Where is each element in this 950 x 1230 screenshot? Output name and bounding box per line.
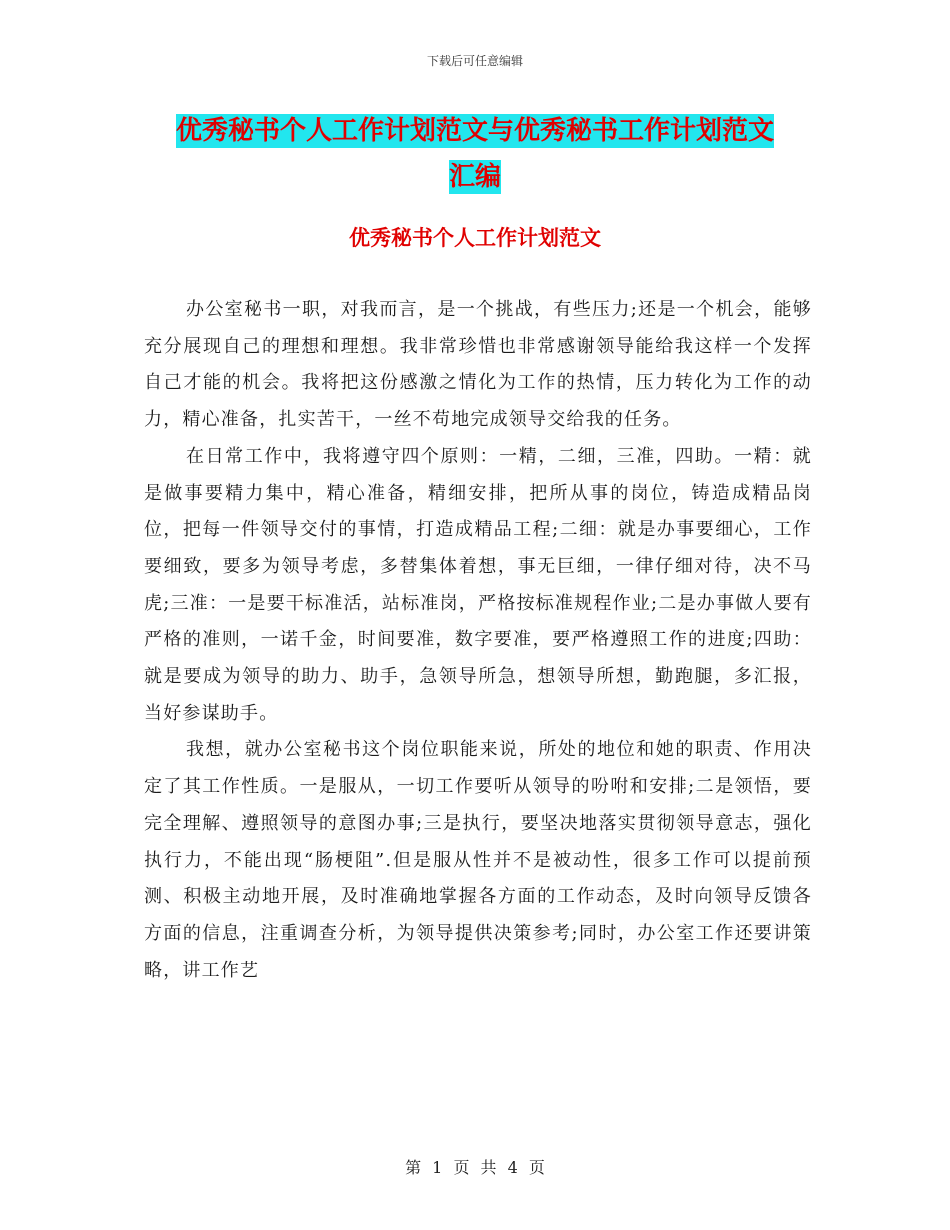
document-title-line-2: 汇编 — [448, 162, 501, 192]
paragraph: 在日常工作中，我将遵守四个原则：一精，二细，三准，四助。一精：就是做事要精力集中，精心准备，精细安排，把所从事的岗位，铸造成精品岗位，把每一件领导交付的事情，打造成精品工程;二细：就是办事要细心，工作要细致，要多为领导考虑，多替集体着想，事无巨细，一律仔细对待，决不马虎;三准：一是要干标准活，站标准岗，严格按标准规程作业;二是办事做人要有严格的准则，一诺千金，时间要准，数字要准，要严格遵照工作的进度;四助：就是要成为领导的助力、助手，急领导所急，想领导所想，勤跑腿，多汇报，当好参谋助手。 — [144, 445, 812, 724]
paragraph: 我想，就办公室秘书这个岗位职能来说，所处的地位和她的职责、作用决定了其工作性质。一是服从，一切工作要听从领导的吩咐和安排;二是领悟，要完全理解、遵照领导的意图办事;三是执行，要坚决地落实贯彻领导意志，强化执行力，不能出现“肠梗阻”.但是服从性并不是被动性，很多工作可以提前预测、积极主动地开展，及时准确地掌握各方面的工作动态，及时向领导反馈各方面的信息，注重调查分析，为领导提供决策参考;同时，办公室工作还要讲策略，讲工作艺 — [144, 739, 812, 981]
document-body — [144, 292, 812, 989]
page-footer: 第 1 页 共 4 页 — [405, 1158, 545, 1177]
document-title — [0, 108, 950, 200]
document-title-line-1: 优秀秘书个人工作计划范文与优秀秘书工作计划范文 — [175, 116, 774, 146]
paragraph: 办公室秘书一职，对我而言，是一个挑战，有些压力;还是一个机会，能够充分展现自己的理想和理想。我非常珍惜也非常感谢领导能给我这样一个发挥自己才能的机会。我将把这份感激之情化为工作的热情，压力转化为工作的动力，精心准备，扎实苦干，一丝不苟地完成领导交给我的任务。 — [144, 299, 812, 431]
header-note: 下载后可任意编辑 — [426, 54, 523, 68]
section-title: 优秀秘书个人工作计划范文 — [349, 226, 601, 250]
